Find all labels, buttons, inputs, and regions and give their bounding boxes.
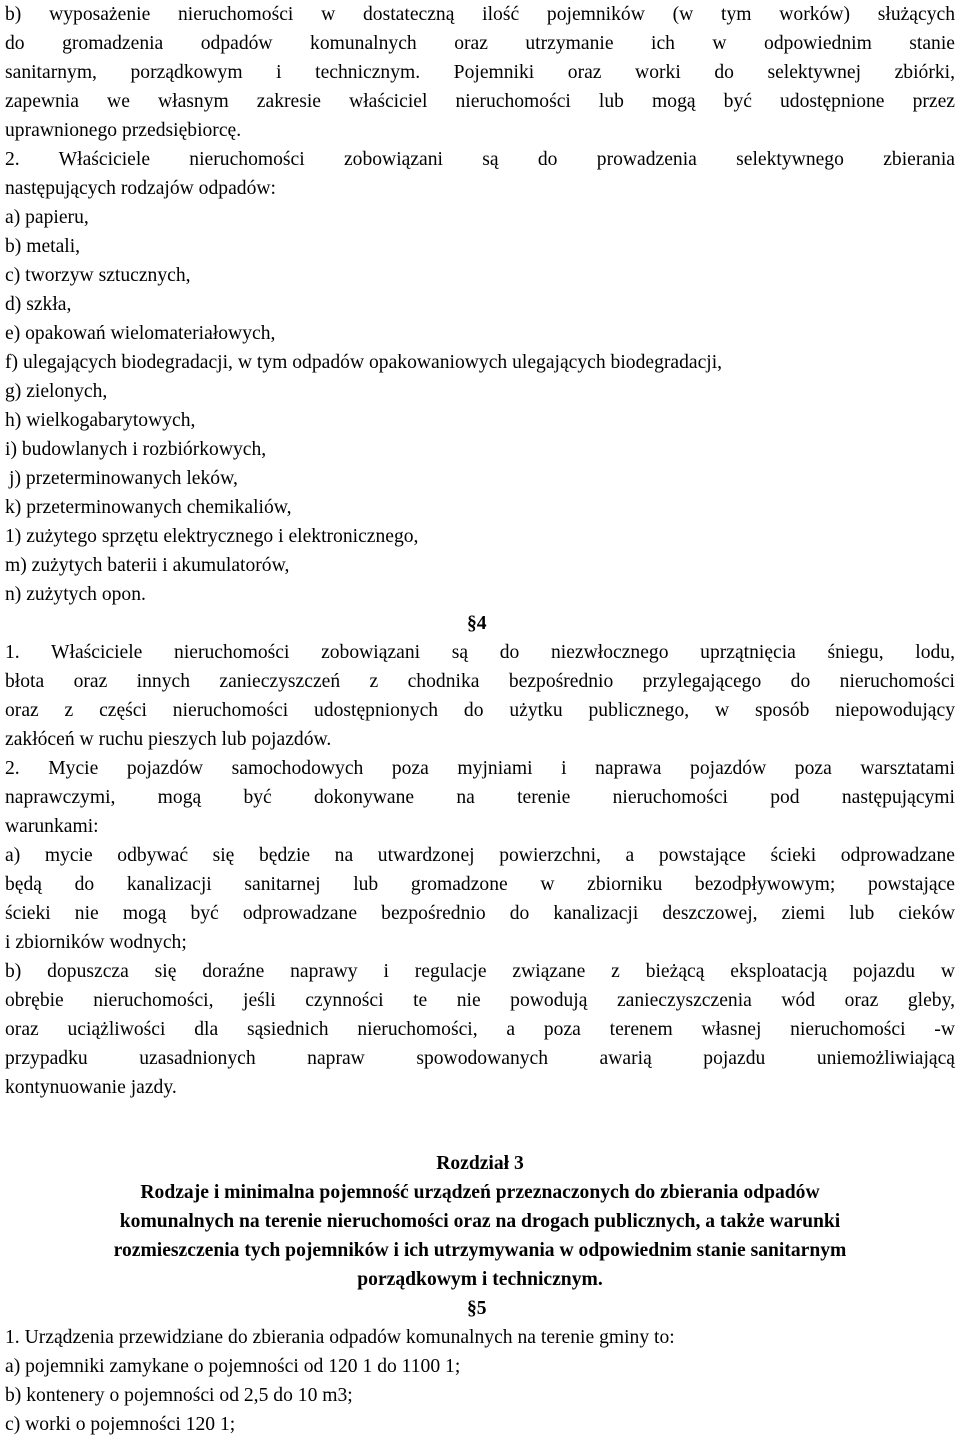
regulation-block-waste-collection [5,0,955,609]
text-line: 1. Właściciele nieruchomości zobowiązani są do niezwłocznego uprzątnięcia śniegu, lodu, [5,642,955,663]
chapter-heading [5,1178,955,1294]
text-line: a) papieru, [5,207,89,228]
text-line: n) zużytych opon. [5,584,146,605]
text-line: e) opakowań wielomateriałowych, [5,323,276,344]
text-line: warunkami: [5,816,99,837]
text-line: a) mycie odbywać się będzie na utwardzonej powierzchni, a powstające ścieki odprowadzane [5,845,955,866]
text-line: j) przeterminowanych leków, [9,468,238,489]
text-line: do gromadzenia odpadów komunalnych oraz utrzymanie ich w odpowiednim stanie [5,33,955,54]
text-line: i) budowlanych i rozbiórkowych, [5,439,267,460]
text-line: będą do kanalizacji sanitarnej lub gromadzone w zbiorniku bezodpływowym; powstające [5,874,955,895]
chapter-heading-line: Rodzaje i minimalna pojemność urządzeń przeznaczonych do zbierania odpadów [140,1182,820,1203]
text-line: i zbiorników wodnych; [5,932,187,953]
text-line: przypadku uzasadnionych napraw spowodowanych awarią pojazdu uniemożliwiającą [5,1048,955,1069]
text-line: zakłóceń w ruchu pieszych lub pojazdów. [5,729,332,750]
text-line: zapewnia we własnym zakresie właściciel nieruchomości lub mogą być udostępnione przez [5,91,955,112]
text-line: 1) zużytego sprzętu elektrycznego i elektronicznego, [5,526,419,547]
section-mark-5: §5 [467,1298,487,1319]
text-line: sanitarnym, porządkowym i technicznym. Pojemniki oraz worki do selektywnej zbiórki, [5,62,955,83]
text-line: b) metali, [5,236,81,257]
text-line: oraz z części nieruchomości udostępnionych do użytku publicznego, w sposób niepowodujący [5,700,955,721]
text-line: h) wielkogabarytowych, [5,410,196,431]
text-line: naprawczymi, mogą być dokonywane na terenie nieruchomości pod następującymi [5,787,955,808]
text-line: b) wyposażenie nieruchomości w dostateczną ilość pojemników (w tym worków) służących [5,4,955,25]
chapter-heading-line: rozmieszczenia tych pojemników i ich utrzymywania w odpowiednim stanie sanitarnym [113,1240,847,1261]
chapter-heading-line: komunalnych na terenie nieruchomości oraz na drogach publicznych, a także warunki [119,1211,841,1232]
text-line: b) dopuszcza się doraźne naprawy i regulacje związane z bieżącą eksploatacją pojazdu w [5,961,955,982]
document-page [5,0,955,1439]
text-line: m) zużytych baterii i akumulatorów, [5,555,290,576]
spacer [5,1102,955,1149]
text-line: c) tworzyw sztucznych, [5,265,191,286]
text-line: d) szkła, [5,294,72,315]
regulation-block-containers [5,1323,955,1439]
text-line: kontynuowanie jazdy. [5,1077,177,1098]
section-mark-4: §4 [467,613,487,634]
text-line: f) ulegających biodegradacji, w tym odpadów opakowaniowych ulegających biodegradacji, [5,352,723,373]
text-line: 2. Mycie pojazdów samochodowych poza myjniami i naprawa pojazdów poza warsztatami [5,758,955,779]
text-line: uprawnionego przedsiębiorcę. [5,120,242,141]
text-line: 1. Urządzenia przewidziane do zbierania odpadów komunalnych na terenie gminy to: [5,1327,675,1348]
chapter-title: Rozdział 3 [436,1153,524,1174]
text-line: b) kontenery o pojemności od 2,5 do 10 m3; [5,1385,353,1406]
chapter-heading-line: porządkowym i technicznym. [357,1269,603,1290]
text-line: obrębie nieruchomości, jeśli czynności te nie powodują zanieczyszczenia wód oraz gleby, [5,990,955,1011]
text-line: ścieki nie mogą być odprowadzane bezpośrednio do kanalizacji deszczowej, ziemi lub cieków [5,903,955,924]
text-line: k) przeterminowanych chemikaliów, [5,497,292,518]
text-line: oraz uciążliwości dla sąsiednich nieruchomości, a poza terenem własnej nieruchomości -w [5,1019,955,1040]
text-line: błota oraz innych zanieczyszczeń z chodnika bezpośrednio przylegającego do nieruchomości [5,671,955,692]
text-line: c) worki o pojemności 120 1; [5,1414,236,1435]
text-line: a) pojemniki zamykane o pojemności od 120 1 do 1100 1; [5,1356,461,1377]
text-line: 2. Właściciele nieruchomości zobowiązani są do prowadzenia selektywnego zbierania [5,149,955,170]
text-line: następujących rodzajów odpadów: [5,178,276,199]
text-line: g) zielonych, [5,381,108,402]
regulation-block-cleaning [5,638,955,1102]
